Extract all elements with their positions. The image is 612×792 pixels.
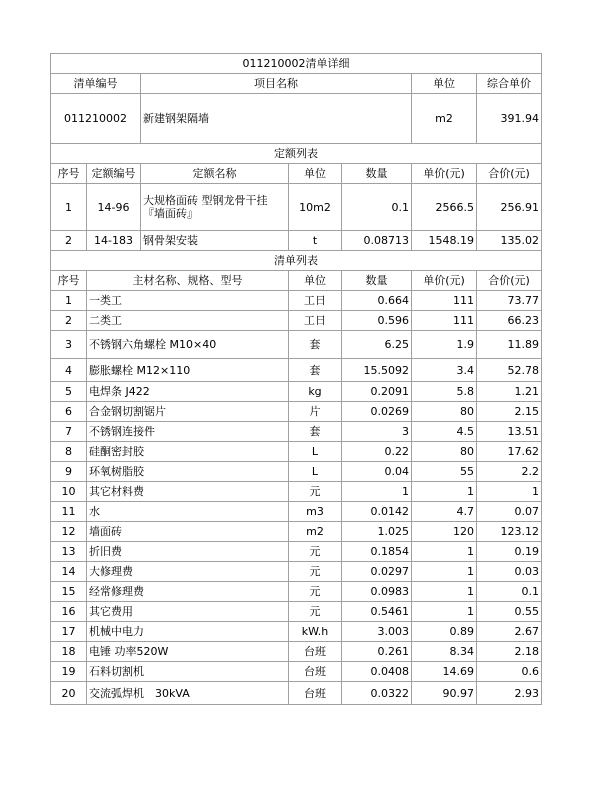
table-row bbox=[51, 442, 542, 462]
quota-unit: 10m2 bbox=[289, 184, 342, 231]
material-price: 120 bbox=[412, 522, 477, 542]
quota-code-header: 定额编号 bbox=[87, 164, 141, 184]
material-qty: 1.025 bbox=[342, 522, 412, 542]
material-total: 73.77 bbox=[477, 291, 542, 311]
material-unit: 元 bbox=[289, 482, 342, 502]
material-total: 0.03 bbox=[477, 562, 542, 582]
material-price: 14.69 bbox=[412, 662, 477, 682]
material-name: 膨胀螺栓 M12×110 bbox=[87, 359, 289, 382]
material-total: 0.55 bbox=[477, 602, 542, 622]
material-unit: 台班 bbox=[289, 682, 342, 705]
table-row bbox=[51, 382, 542, 402]
bill-price-header: 综合单价 bbox=[477, 74, 542, 94]
material-qty: 6.25 bbox=[342, 331, 412, 359]
material-unit: L bbox=[289, 442, 342, 462]
material-total: 2.93 bbox=[477, 682, 542, 705]
material-no: 3 bbox=[51, 331, 87, 359]
table-row bbox=[51, 462, 542, 482]
material-no: 13 bbox=[51, 542, 87, 562]
material-qty: 0.0297 bbox=[342, 562, 412, 582]
material-unit: kg bbox=[289, 382, 342, 402]
material-total: 0.07 bbox=[477, 502, 542, 522]
material-unit: m2 bbox=[289, 522, 342, 542]
material-no: 8 bbox=[51, 442, 87, 462]
material-name: 水 bbox=[87, 502, 289, 522]
material-unit: 元 bbox=[289, 602, 342, 622]
material-unit: kW.h bbox=[289, 622, 342, 642]
material-no: 10 bbox=[51, 482, 87, 502]
material-name: 其它材料费 bbox=[87, 482, 289, 502]
material-qty: 0.0408 bbox=[342, 662, 412, 682]
material-price: 0.89 bbox=[412, 622, 477, 642]
material-name: 合金钢切割锯片 bbox=[87, 402, 289, 422]
bill-detail-table bbox=[50, 53, 542, 705]
quota-code: 14-183 bbox=[87, 231, 141, 251]
material-price: 8.34 bbox=[412, 642, 477, 662]
material-total: 1 bbox=[477, 482, 542, 502]
material-no: 6 bbox=[51, 402, 87, 422]
quota-no: 1 bbox=[51, 184, 87, 231]
quota-price-header: 单价(元) bbox=[412, 164, 477, 184]
quota-price: 2566.5 bbox=[412, 184, 477, 231]
material-qty: 0.22 bbox=[342, 442, 412, 462]
table-row bbox=[51, 359, 542, 382]
material-no: 17 bbox=[51, 622, 87, 642]
material-total: 1.21 bbox=[477, 382, 542, 402]
material-price: 4.7 bbox=[412, 502, 477, 522]
materials-section-title: 清单列表 bbox=[51, 251, 542, 271]
material-qty: 0.0983 bbox=[342, 582, 412, 602]
material-qty: 0.1854 bbox=[342, 542, 412, 562]
material-unit: 套 bbox=[289, 331, 342, 359]
material-name: 交流弧焊机 30kVA bbox=[87, 682, 289, 705]
material-unit: L bbox=[289, 462, 342, 482]
material-unit: 片 bbox=[289, 402, 342, 422]
material-price-header: 单价(元) bbox=[412, 271, 477, 291]
material-no: 20 bbox=[51, 682, 87, 705]
quota-no: 2 bbox=[51, 231, 87, 251]
material-qty: 0.0322 bbox=[342, 682, 412, 705]
material-qty: 0.0142 bbox=[342, 502, 412, 522]
material-total: 2.67 bbox=[477, 622, 542, 642]
quota-name-header: 定额名称 bbox=[141, 164, 289, 184]
material-name: 环氧树脂胶 bbox=[87, 462, 289, 482]
material-qty: 1 bbox=[342, 482, 412, 502]
material-no: 12 bbox=[51, 522, 87, 542]
material-unit-header: 单位 bbox=[289, 271, 342, 291]
material-price: 90.97 bbox=[412, 682, 477, 705]
material-price: 55 bbox=[412, 462, 477, 482]
table-row bbox=[51, 331, 542, 359]
material-total: 13.51 bbox=[477, 422, 542, 442]
material-name: 不锈钢连接件 bbox=[87, 422, 289, 442]
table-row bbox=[51, 502, 542, 522]
material-qty: 0.0269 bbox=[342, 402, 412, 422]
material-price: 3.4 bbox=[412, 359, 477, 382]
table-row bbox=[51, 622, 542, 642]
material-no: 5 bbox=[51, 382, 87, 402]
material-name: 墙面砖 bbox=[87, 522, 289, 542]
quota-qty: 0.08713 bbox=[342, 231, 412, 251]
material-total-header: 合价(元) bbox=[477, 271, 542, 291]
table-row bbox=[51, 402, 542, 422]
material-price: 5.8 bbox=[412, 382, 477, 402]
material-no: 1 bbox=[51, 291, 87, 311]
material-qty: 0.5461 bbox=[342, 602, 412, 622]
bill-code-header: 清单编号 bbox=[51, 74, 141, 94]
table-row bbox=[51, 682, 542, 705]
table-row bbox=[51, 482, 542, 502]
material-total: 0.1 bbox=[477, 582, 542, 602]
material-total: 2.18 bbox=[477, 642, 542, 662]
material-no: 19 bbox=[51, 662, 87, 682]
material-name: 电锤 功率520W bbox=[87, 642, 289, 662]
material-name: 折旧费 bbox=[87, 542, 289, 562]
material-unit: 工日 bbox=[289, 311, 342, 331]
material-name: 大修理费 bbox=[87, 562, 289, 582]
quota-price: 1548.19 bbox=[412, 231, 477, 251]
material-qty: 0.596 bbox=[342, 311, 412, 331]
material-no: 14 bbox=[51, 562, 87, 582]
quota-no-header: 序号 bbox=[51, 164, 87, 184]
table-row bbox=[51, 562, 542, 582]
material-total: 2.2 bbox=[477, 462, 542, 482]
material-unit: 元 bbox=[289, 542, 342, 562]
quota-name: 大规格面砖 型钢龙骨干挂『墙面砖』 bbox=[141, 184, 289, 231]
quota-total: 135.02 bbox=[477, 231, 542, 251]
bill-unit: m2 bbox=[412, 94, 477, 144]
material-name: 一类工 bbox=[87, 291, 289, 311]
table-row bbox=[51, 184, 542, 231]
table-row bbox=[51, 642, 542, 662]
material-name: 机械中电力 bbox=[87, 622, 289, 642]
material-name: 电焊条 J422 bbox=[87, 382, 289, 402]
quota-total: 256.91 bbox=[477, 184, 542, 231]
material-unit: 台班 bbox=[289, 662, 342, 682]
material-price: 1 bbox=[412, 482, 477, 502]
material-price: 1 bbox=[412, 562, 477, 582]
material-price: 4.5 bbox=[412, 422, 477, 442]
table-row bbox=[51, 602, 542, 622]
material-unit: 工日 bbox=[289, 291, 342, 311]
material-no: 18 bbox=[51, 642, 87, 662]
table-row bbox=[51, 311, 542, 331]
material-qty-header: 数量 bbox=[342, 271, 412, 291]
material-qty: 0.04 bbox=[342, 462, 412, 482]
material-total: 0.6 bbox=[477, 662, 542, 682]
material-price: 111 bbox=[412, 311, 477, 331]
material-price: 1.9 bbox=[412, 331, 477, 359]
material-total: 2.15 bbox=[477, 402, 542, 422]
material-qty: 15.5092 bbox=[342, 359, 412, 382]
material-name: 其它费用 bbox=[87, 602, 289, 622]
material-total: 17.62 bbox=[477, 442, 542, 462]
material-qty: 3 bbox=[342, 422, 412, 442]
table-row bbox=[51, 522, 542, 542]
material-price: 80 bbox=[412, 402, 477, 422]
material-unit: 套 bbox=[289, 422, 342, 442]
material-unit: m3 bbox=[289, 502, 342, 522]
material-unit: 元 bbox=[289, 562, 342, 582]
material-total: 52.78 bbox=[477, 359, 542, 382]
material-name: 不锈钢六角螺栓 M10×40 bbox=[87, 331, 289, 359]
quota-code: 14-96 bbox=[87, 184, 141, 231]
material-unit: 元 bbox=[289, 582, 342, 602]
bill-name-header: 项目名称 bbox=[141, 74, 412, 94]
material-price: 1 bbox=[412, 582, 477, 602]
material-qty: 0.261 bbox=[342, 642, 412, 662]
material-qty: 0.2091 bbox=[342, 382, 412, 402]
material-total: 11.89 bbox=[477, 331, 542, 359]
quota-total-header: 合价(元) bbox=[477, 164, 542, 184]
material-no: 15 bbox=[51, 582, 87, 602]
material-unit: 台班 bbox=[289, 642, 342, 662]
material-total: 0.19 bbox=[477, 542, 542, 562]
material-price: 80 bbox=[412, 442, 477, 462]
material-no-header: 序号 bbox=[51, 271, 87, 291]
table-row bbox=[51, 582, 542, 602]
material-no: 16 bbox=[51, 602, 87, 622]
material-total: 123.12 bbox=[477, 522, 542, 542]
table-row bbox=[51, 542, 542, 562]
material-price: 1 bbox=[412, 542, 477, 562]
quota-qty: 0.1 bbox=[342, 184, 412, 231]
bill-price: 391.94 bbox=[477, 94, 542, 144]
quota-unit: t bbox=[289, 231, 342, 251]
table-row bbox=[51, 662, 542, 682]
quota-section-title: 定额列表 bbox=[51, 144, 542, 164]
material-price: 111 bbox=[412, 291, 477, 311]
material-name: 经常修理费 bbox=[87, 582, 289, 602]
material-qty: 3.003 bbox=[342, 622, 412, 642]
bill-name: 新建钢架隔墙 bbox=[141, 94, 412, 144]
material-no: 4 bbox=[51, 359, 87, 382]
material-qty: 0.664 bbox=[342, 291, 412, 311]
material-name: 石料切割机 bbox=[87, 662, 289, 682]
table-row bbox=[51, 291, 542, 311]
material-unit: 套 bbox=[289, 359, 342, 382]
material-no: 9 bbox=[51, 462, 87, 482]
material-no: 7 bbox=[51, 422, 87, 442]
quota-qty-header: 数量 bbox=[342, 164, 412, 184]
material-no: 11 bbox=[51, 502, 87, 522]
material-name-header: 主材名称、规格、型号 bbox=[87, 271, 289, 291]
bill-unit-header: 单位 bbox=[412, 74, 477, 94]
bill-code: 011210002 bbox=[51, 94, 141, 144]
material-total: 66.23 bbox=[477, 311, 542, 331]
table-row bbox=[51, 422, 542, 442]
table-row bbox=[51, 231, 542, 251]
material-price: 1 bbox=[412, 602, 477, 622]
table-title: 011210002清单详细 bbox=[51, 54, 542, 74]
material-name: 二类工 bbox=[87, 311, 289, 331]
material-name: 硅酮密封胶 bbox=[87, 442, 289, 462]
material-no: 2 bbox=[51, 311, 87, 331]
quota-name: 钢骨架安装 bbox=[141, 231, 289, 251]
quota-unit-header: 单位 bbox=[289, 164, 342, 184]
